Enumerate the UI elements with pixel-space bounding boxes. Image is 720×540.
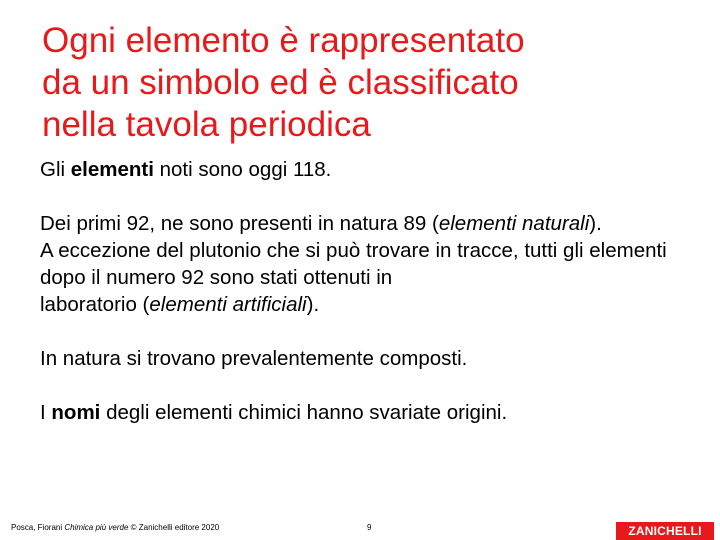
footer-publisher: © Zanichelli editore 2020 <box>128 523 220 532</box>
text-run: ). <box>306 293 320 316</box>
text-run: noti sono oggi 118. <box>153 158 332 181</box>
paragraph-compounds: In natura si trovano prevalentemente composti. <box>40 347 468 370</box>
paragraph-artificial-elements <box>40 291 680 318</box>
paragraph-elements-count <box>40 156 680 183</box>
slide-title <box>42 20 682 146</box>
page-number: 9 <box>367 523 372 532</box>
text-run: Dei primi 92, ne sono presenti in natura 89 ( <box>40 212 439 235</box>
italic-term: elementi artificiali <box>149 293 307 316</box>
paragraph-natural-elements <box>40 210 680 237</box>
text-run: degli elementi chimici hanno svariate origini. <box>100 401 508 424</box>
text-run: laboratorio ( <box>40 293 150 316</box>
title-line-2: da un simbolo ed è classificato <box>42 63 519 102</box>
title-line-3: nella tavola periodica <box>42 105 371 144</box>
footer-credits <box>11 523 219 532</box>
bold-term: elementi <box>70 158 154 181</box>
italic-term: elementi naturali <box>438 212 590 235</box>
text-run: I <box>40 401 52 424</box>
text-run: Gli <box>40 158 71 181</box>
footer-book-title: Chimica più verde <box>64 523 129 532</box>
text-run: ). <box>589 212 602 235</box>
bold-term: nomi <box>51 401 101 424</box>
zanichelli-logo: ZANICHELLI <box>616 522 714 540</box>
paragraph-names <box>40 399 680 426</box>
paragraph-plutonium: A eccezione del plutonio che si può trovare in tracce, tutti gli elementi dopo il numero 92 sono stati ottenuti in <box>40 239 667 289</box>
title-line-1: Ogni elemento è rappresentato <box>42 21 525 60</box>
footer-authors: Posca, Fiorani <box>11 523 65 532</box>
slide-body <box>40 156 680 426</box>
